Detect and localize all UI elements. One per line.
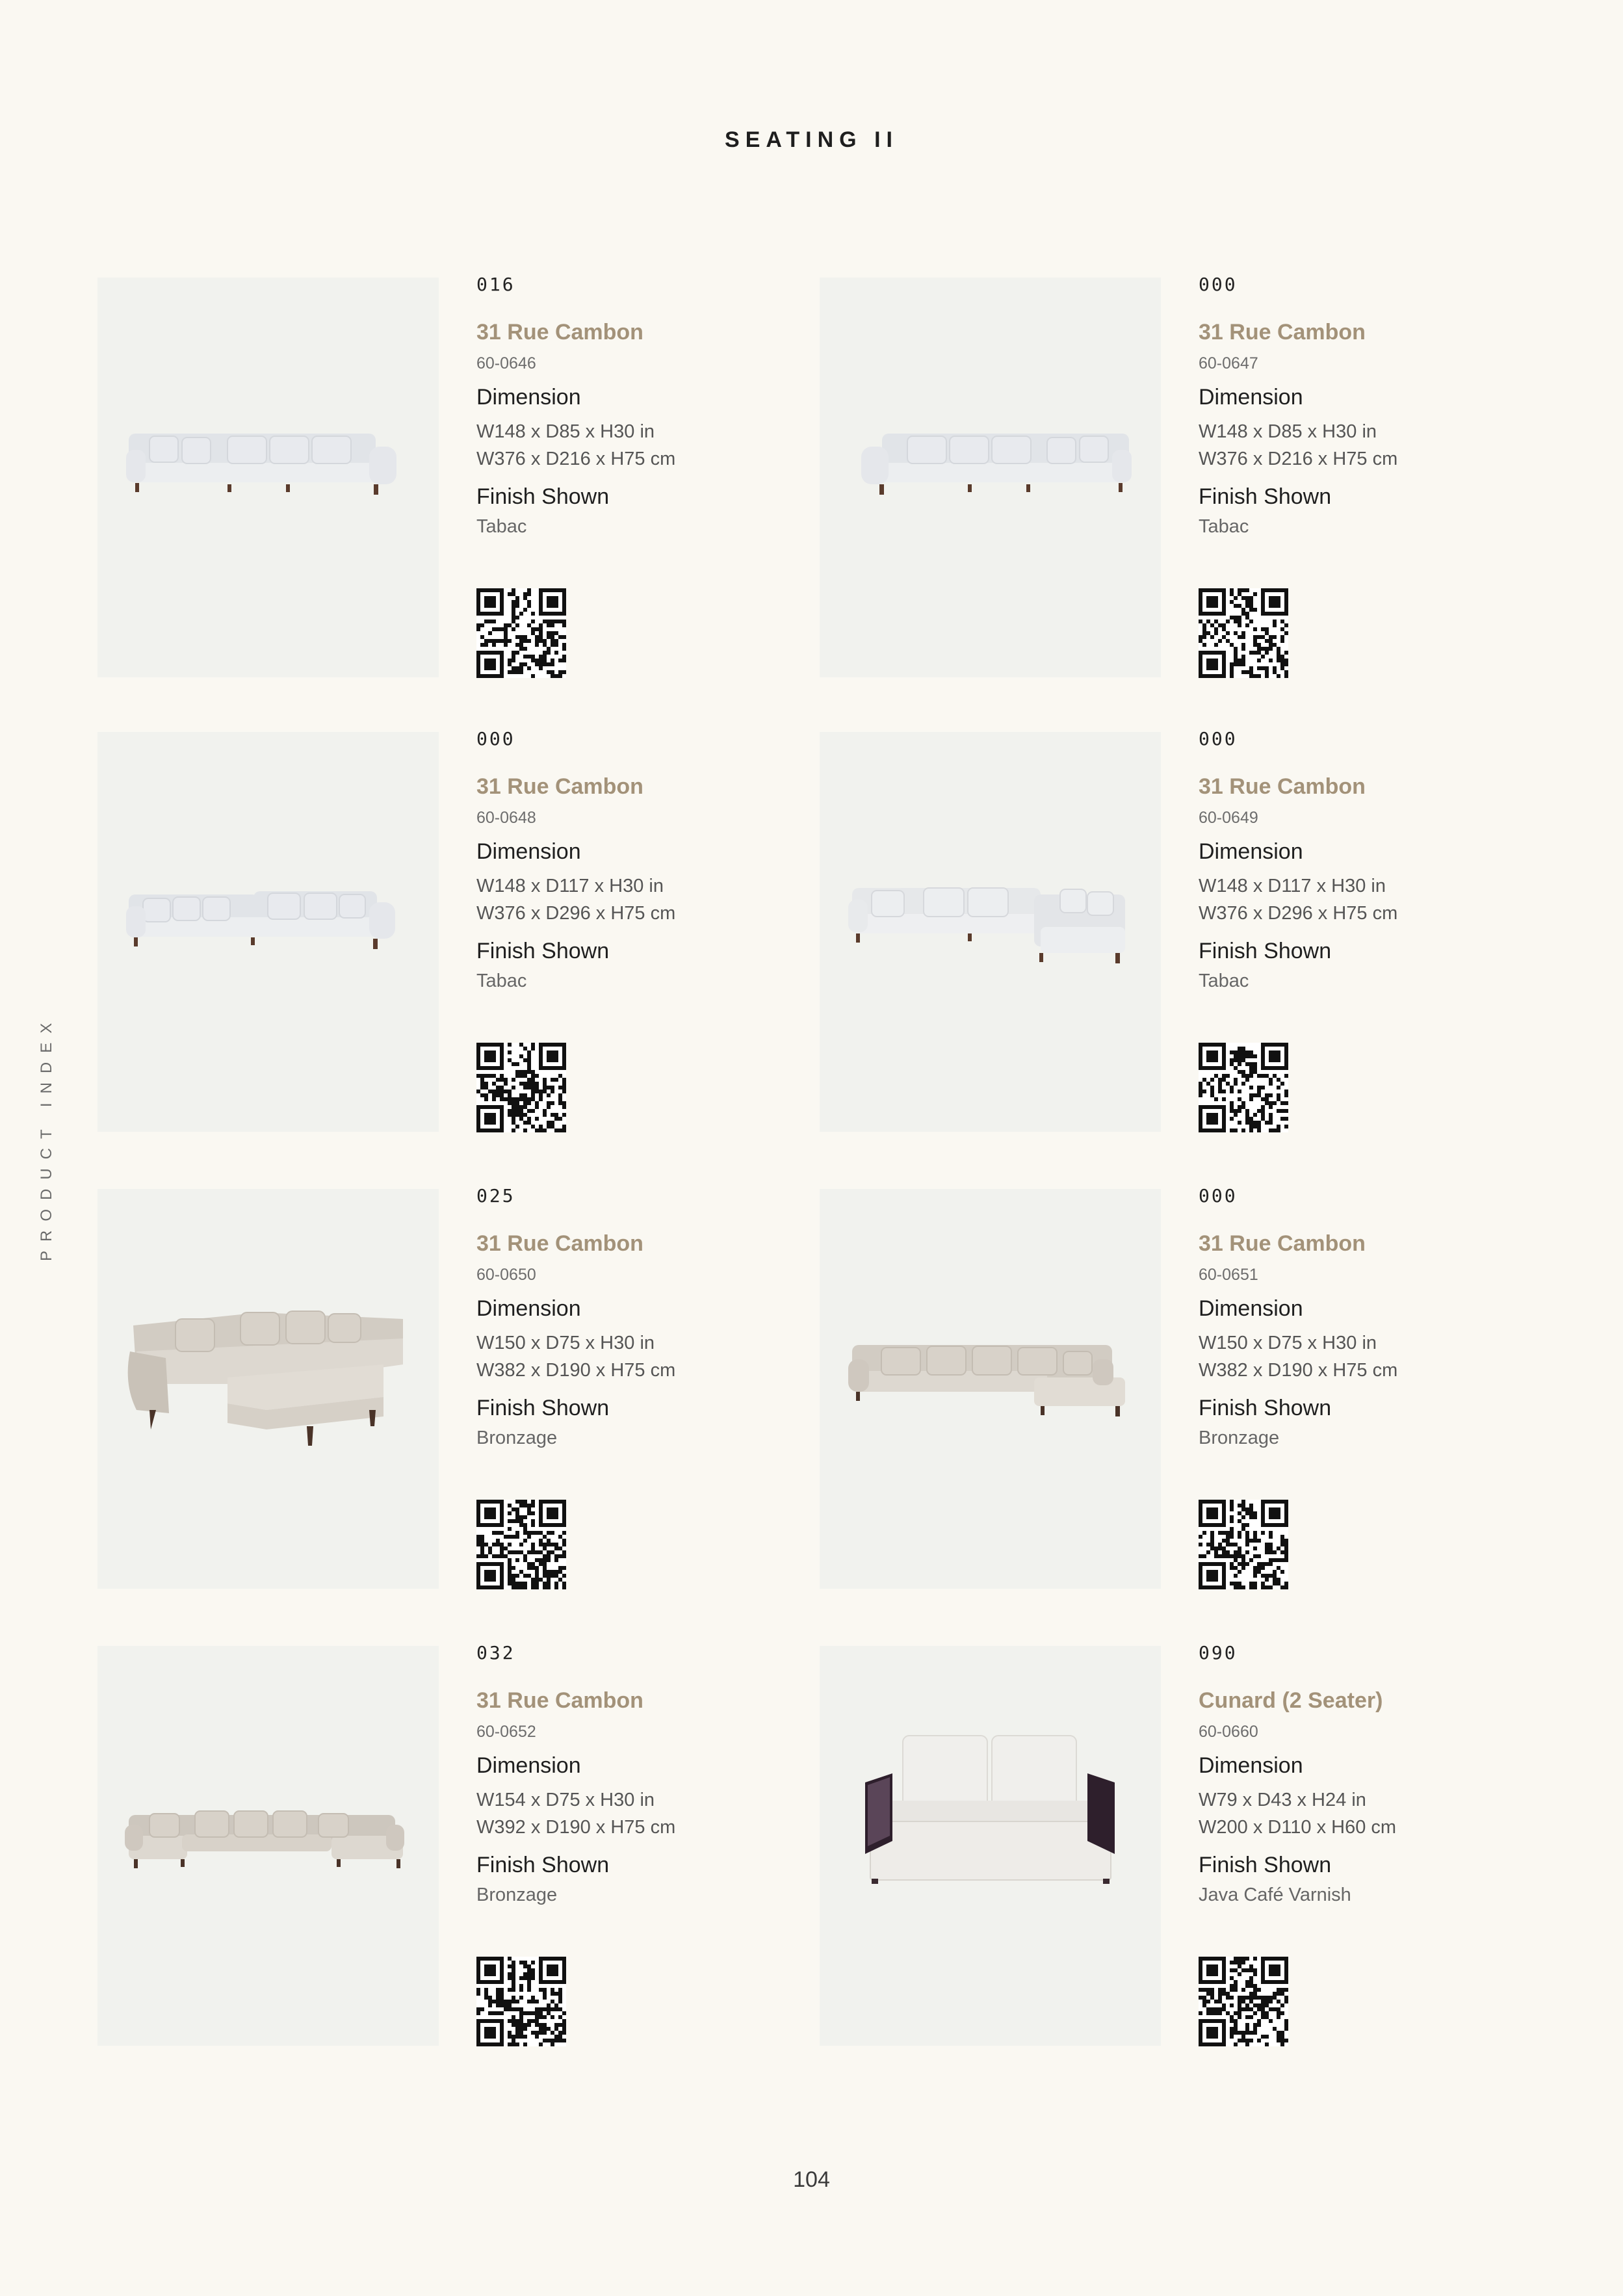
dimension-heading: Dimension	[476, 1753, 581, 1778]
dimension-cm: W382 x D190 x H75 cm	[1199, 1360, 1398, 1381]
finish-value: Bronzage	[476, 1428, 558, 1448]
dimension-in: W150 x D75 x H30 in	[1199, 1333, 1377, 1353]
product-ref: 60-0652	[476, 1723, 536, 1741]
product-info	[476, 1185, 749, 1449]
product-photo	[820, 1646, 1161, 2046]
chaise-sofa-perspective-icon	[97, 1189, 439, 1589]
product-photo	[820, 278, 1161, 677]
product-code: 000	[1199, 728, 1238, 750]
dimension-cm: W392 x D190 x H75 cm	[476, 1817, 676, 1838]
dimension-heading: Dimension	[476, 839, 581, 864]
product-info	[1199, 728, 1472, 992]
corner-sofa-icon	[97, 732, 439, 1132]
product-name: 31 Rue Cambon	[1199, 774, 1366, 799]
qr-code-icon[interactable]	[476, 588, 566, 678]
product-card	[820, 1642, 1483, 2046]
finish-heading: Finish Shown	[476, 1396, 610, 1420]
corner-sofa-right-icon	[820, 732, 1161, 1132]
dimension-in: W148 x D85 x H30 in	[1199, 421, 1377, 442]
dimension-in: W154 x D75 x H30 in	[476, 1790, 655, 1810]
dimension-in: W148 x D117 x H30 in	[1199, 876, 1386, 896]
finish-value: Tabac	[1199, 971, 1249, 991]
product-ref: 60-0648	[476, 809, 536, 827]
dimension-cm: W200 x D110 x H60 cm	[1199, 1817, 1397, 1838]
product-photo	[820, 732, 1161, 1132]
product-card	[97, 1185, 760, 1589]
qr-code-icon[interactable]	[1199, 1957, 1288, 2046]
product-info	[1199, 1185, 1472, 1449]
chaise-sofa-icon	[820, 1189, 1161, 1589]
product-info	[1199, 1642, 1472, 1906]
product-info	[476, 274, 749, 538]
product-name: 31 Rue Cambon	[1199, 1231, 1366, 1256]
qr-code-icon[interactable]	[1199, 588, 1288, 678]
finish-value: Tabac	[476, 971, 527, 991]
dimension-heading: Dimension	[1199, 1296, 1303, 1321]
product-ref: 60-0660	[1199, 1723, 1258, 1741]
qr-code-icon[interactable]	[476, 1500, 566, 1589]
finish-heading: Finish Shown	[1199, 939, 1332, 963]
product-ref: 60-0650	[476, 1266, 536, 1284]
u-sofa-icon	[97, 1646, 439, 2046]
l-sofa-left-chaise-icon	[97, 278, 439, 677]
product-code: 000	[1199, 274, 1238, 295]
product-ref: 60-0649	[1199, 809, 1258, 827]
dimension-cm: W376 x D296 x H75 cm	[1199, 903, 1398, 924]
dimension-in: W79 x D43 x H24 in	[1199, 1790, 1366, 1810]
product-code: 090	[1199, 1642, 1238, 1663]
product-name: Cunard (2 Seater)	[1199, 1688, 1383, 1713]
page-title: SEATING II	[725, 127, 898, 152]
dimension-heading: Dimension	[476, 385, 581, 410]
finish-value: Tabac	[476, 516, 527, 537]
product-name: 31 Rue Cambon	[476, 1231, 643, 1256]
finish-heading: Finish Shown	[1199, 1853, 1332, 1877]
product-card	[97, 274, 760, 677]
dimension-heading: Dimension	[1199, 1753, 1303, 1778]
product-info	[476, 1642, 749, 1906]
product-name: 31 Rue Cambon	[476, 1688, 643, 1713]
finish-heading: Finish Shown	[476, 939, 610, 963]
product-code: 000	[476, 728, 515, 750]
product-code: 025	[476, 1185, 515, 1207]
dimension-cm: W376 x D296 x H75 cm	[476, 903, 676, 924]
product-card	[97, 1642, 760, 2046]
product-photo	[97, 278, 439, 677]
finish-value: Tabac	[1199, 516, 1249, 537]
product-info	[476, 728, 749, 992]
product-ref: 60-0651	[1199, 1266, 1258, 1284]
product-card	[820, 728, 1483, 1132]
product-code: 016	[476, 274, 515, 295]
finish-heading: Finish Shown	[476, 1853, 610, 1877]
dimension-in: W148 x D85 x H30 in	[476, 421, 655, 442]
product-info	[1199, 274, 1472, 538]
dimension-heading: Dimension	[1199, 385, 1303, 410]
dimension-in: W150 x D75 x H30 in	[476, 1333, 655, 1353]
l-sofa-right-chaise-icon	[820, 278, 1161, 677]
dimension-cm: W376 x D216 x H75 cm	[1199, 449, 1398, 469]
finish-value: Java Café Varnish	[1199, 1885, 1351, 1905]
dimension-heading: Dimension	[476, 1296, 581, 1321]
dimension-cm: W382 x D190 x H75 cm	[476, 1360, 676, 1381]
finish-heading: Finish Shown	[1199, 484, 1332, 509]
side-label-product-index: PRODUCT INDEX	[38, 1013, 55, 1261]
qr-code-icon[interactable]	[1199, 1043, 1288, 1132]
product-ref: 60-0646	[476, 354, 536, 372]
product-ref: 60-0647	[1199, 354, 1258, 372]
product-photo	[97, 732, 439, 1132]
dimension-in: W148 x D117 x H30 in	[476, 876, 664, 896]
product-code: 032	[476, 1642, 515, 1663]
product-code: 000	[1199, 1185, 1238, 1207]
dimension-cm: W376 x D216 x H75 cm	[476, 449, 676, 469]
dimension-heading: Dimension	[1199, 839, 1303, 864]
product-name: 31 Rue Cambon	[476, 320, 643, 345]
product-card	[820, 1185, 1483, 1589]
product-photo	[97, 1189, 439, 1589]
two-seater-sofa-icon	[820, 1646, 1161, 2046]
qr-code-icon[interactable]	[476, 1043, 566, 1132]
product-name: 31 Rue Cambon	[476, 774, 643, 799]
finish-heading: Finish Shown	[1199, 1396, 1332, 1420]
product-name: 31 Rue Cambon	[1199, 320, 1366, 345]
finish-heading: Finish Shown	[476, 484, 610, 509]
qr-code-icon[interactable]	[1199, 1500, 1288, 1589]
finish-value: Bronzage	[1199, 1428, 1280, 1448]
product-card	[820, 274, 1483, 677]
page-number: 104	[793, 2167, 830, 2192]
product-photo	[97, 1646, 439, 2046]
product-photo	[820, 1189, 1161, 1589]
finish-value: Bronzage	[476, 1885, 558, 1905]
product-card	[97, 728, 760, 1132]
qr-code-icon[interactable]	[476, 1957, 566, 2046]
